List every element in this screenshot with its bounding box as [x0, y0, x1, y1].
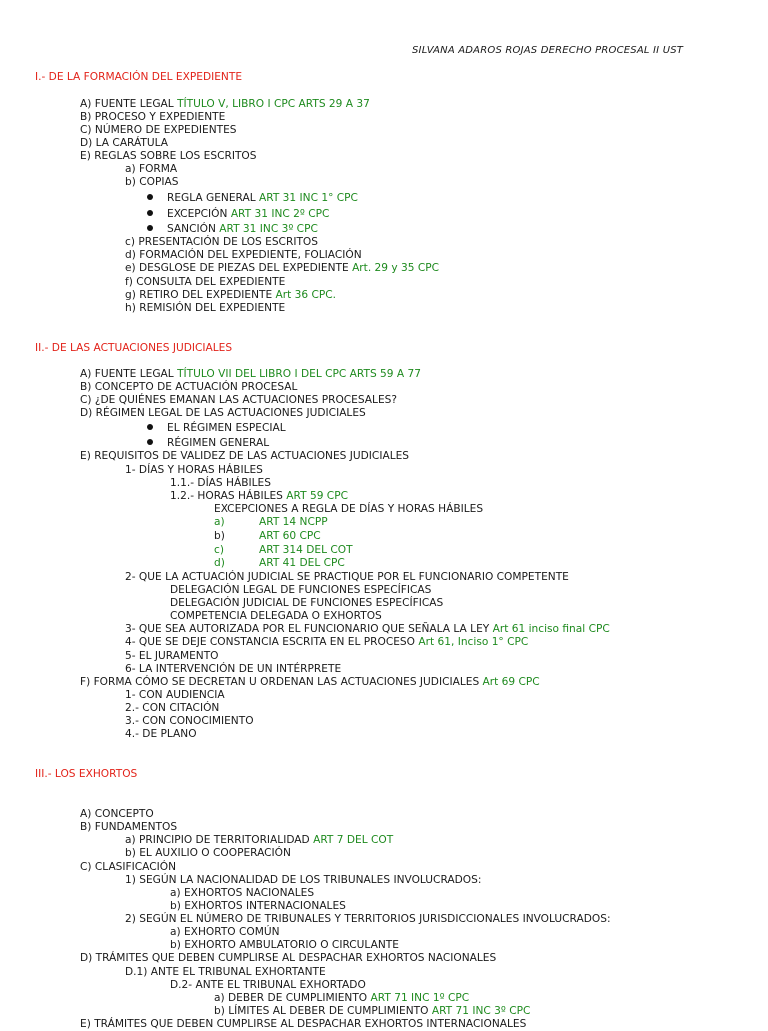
outline-item — [214, 503, 483, 516]
item-text: b) LÍMITES AL DEBER DE CUMPLIMIENTO — [214, 1005, 432, 1017]
item-text: COMPETENCIA DELEGADA O EXHORTOS — [170, 610, 382, 622]
legal-reference: Art 61, Inciso 1° CPC — [418, 636, 529, 648]
outline-item — [170, 900, 346, 913]
item-text: III.- LOS EXHORTOS — [35, 768, 138, 780]
item-text: EXCEPCIÓN — [167, 208, 231, 220]
item-label: b) — [214, 530, 225, 542]
outline-item — [170, 979, 366, 992]
legal-reference: Art 61 inciso final CPC — [492, 623, 610, 635]
outline-item — [80, 98, 370, 111]
outline-item — [147, 223, 318, 236]
outline-item — [125, 913, 611, 926]
outline-item — [170, 926, 280, 939]
outline-item — [147, 192, 358, 205]
outline-item — [125, 650, 219, 663]
outline-item — [125, 302, 285, 315]
item-text: 4.- DE PLANO — [125, 728, 197, 740]
legal-reference: Art 69 CPC — [482, 676, 540, 688]
item-text: a) EXHORTO COMÚN — [170, 926, 280, 938]
item-text: 1) SEGÚN LA NACIONALIDAD DE LOS TRIBUNALES INVOLUCRADOS: — [125, 874, 482, 886]
legal-reference: ART 71 INC 1º CPC — [370, 992, 470, 1004]
item-text: 1.2.- HORAS HÁBILES — [170, 490, 287, 502]
outline-item — [80, 676, 540, 689]
outline-item — [147, 208, 329, 221]
item-text: A) CONCEPTO — [80, 808, 154, 820]
item-text: E) TRÁMITES QUE DEBEN CUMPLIRSE AL DESPACHAR EXHORTOS INTERNACIONALES — [80, 1018, 527, 1030]
outline-item — [170, 584, 431, 597]
outline-item — [80, 952, 496, 965]
outline-item — [214, 516, 328, 529]
item-text: I.- DE LA FORMACIÓN DEL EXPEDIENTE — [35, 71, 243, 83]
item-text: 6- LA INTERVENCIÓN DE UN INTÉRPRETE — [125, 663, 342, 675]
item-text: EL RÉGIMEN ESPECIAL — [167, 422, 286, 434]
item-text: B) PROCESO Y EXPEDIENTE — [80, 111, 226, 123]
legal-reference: ART 314 DEL COT — [259, 544, 353, 556]
item-text: g) RETIRO DEL EXPEDIENTE — [125, 289, 276, 301]
document-header: SILVANA ADAROS ROJAS DERECHO PROCESAL II UST — [412, 45, 684, 56]
item-text: 3.- CON CONOCIMIENTO — [125, 715, 254, 727]
section-heading — [35, 71, 242, 84]
outline-item — [125, 715, 254, 728]
item-text: C) CLASIFICACIÓN — [80, 861, 176, 873]
outline-item — [125, 636, 528, 649]
outline-item — [80, 1018, 526, 1031]
legal-reference: Art 36 CPC. — [275, 289, 337, 301]
bullet-icon — [147, 210, 153, 216]
item-text: h) REMISIÓN DEL EXPEDIENTE — [125, 302, 286, 314]
outline-item — [125, 874, 481, 887]
outline-item — [80, 124, 237, 137]
bullet-icon — [147, 439, 153, 445]
item-text: B) CONCEPTO DE ACTUACIÓN PROCESAL — [80, 381, 298, 393]
outline-item — [214, 557, 345, 570]
item-text: a) DEBER DE CUMPLIMIENTO — [214, 992, 371, 1004]
item-text: F) FORMA CÓMO SE DECRETAN U ORDENAN LAS ACTUACIONES JUDICIALES — [80, 676, 483, 688]
item-text: 2- QUE LA ACTUACIÓN JUDICIAL SE PRACTIQUE POR EL FUNCIONARIO COMPETENTE — [125, 571, 569, 583]
item-text: EXCEPCIONES A REGLA DE DÍAS Y HORAS HÁBILES — [214, 503, 484, 515]
item-text: 1- CON AUDIENCIA — [125, 689, 225, 701]
legal-reference: TÍTULO VII DEL LIBRO I DEL CPC ARTS 59 A 77 — [177, 368, 421, 380]
item-text: D) LA CARÁTULA — [80, 137, 169, 149]
outline-item — [214, 530, 321, 543]
legal-reference: ART 60 CPC — [259, 530, 321, 542]
legal-reference: ART 31 INC 2º CPC — [230, 208, 330, 220]
outline-item — [125, 249, 362, 262]
legal-reference: ART 59 CPC — [286, 490, 348, 502]
item-text: E) REQUISITOS DE VALIDEZ DE LAS ACTUACIONES JUDICIALES — [80, 450, 410, 462]
outline-item — [214, 544, 353, 557]
outline-item — [125, 728, 197, 741]
item-text: b) EXHORTOS INTERNACIONALES — [170, 900, 346, 912]
outline-item — [80, 368, 421, 381]
item-text: D.1) ANTE EL TRIBUNAL EXHORTANTE — [125, 966, 326, 978]
item-text: 4- QUE SE DEJE CONSTANCIA ESCRITA EN EL PROCESO — [125, 636, 419, 648]
outline-item — [125, 289, 336, 302]
item-text: e) DESGLOSE DE PIEZAS DEL EXPEDIENTE — [125, 262, 353, 274]
outline-item — [125, 276, 285, 289]
outline-item — [80, 394, 397, 407]
item-text: DELEGACIÓN LEGAL DE FUNCIONES ESPECÍFICAS — [170, 584, 432, 596]
outline-item — [170, 887, 314, 900]
outline-item — [125, 623, 610, 636]
legal-reference: ART 71 INC 3º CPC — [431, 1005, 531, 1017]
item-text: b) EL AUXILIO O COOPERACIÓN — [125, 847, 291, 859]
outline-item — [214, 1005, 530, 1018]
outline-item — [214, 992, 469, 1005]
outline-item — [80, 150, 256, 163]
item-text: 3- QUE SEA AUTORIZADA POR EL FUNCIONARIO QUE SEÑALA LA LEY — [125, 623, 493, 635]
outline-item — [170, 597, 443, 610]
outline-item — [125, 834, 393, 847]
outline-item — [170, 490, 348, 503]
outline-item — [125, 571, 569, 584]
outline-item — [80, 111, 225, 124]
bullet-icon — [147, 194, 153, 200]
item-text: b) COPIAS — [125, 176, 179, 188]
item-label: d) — [214, 557, 225, 569]
outline-item — [147, 437, 269, 450]
outline-item — [80, 808, 154, 821]
legal-reference: ART 14 NCPP — [259, 516, 328, 528]
item-text: d) FORMACIÓN DEL EXPEDIENTE, FOLIACIÓN — [125, 249, 362, 261]
item-text: D) RÉGIMEN LEGAL DE LAS ACTUACIONES JUDICIALES — [80, 407, 366, 419]
item-text: REGLA GENERAL — [167, 192, 259, 204]
outline-item — [125, 966, 326, 979]
item-text: C) NÚMERO DE EXPEDIENTES — [80, 124, 237, 136]
item-text: DELEGACIÓN JUDICIAL DE FUNCIONES ESPECÍFICAS — [170, 597, 444, 609]
outline-item — [125, 163, 177, 176]
item-text: D.2- ANTE EL TRIBUNAL EXHORTADO — [170, 979, 366, 991]
item-label: c) — [214, 544, 224, 556]
item-text: c) PRESENTACIÓN DE LOS ESCRITOS — [125, 236, 318, 248]
legal-reference: ART 31 INC 3º CPC — [219, 223, 318, 235]
outline-item — [125, 236, 318, 249]
outline-item — [170, 939, 399, 952]
item-text: a) FORMA — [125, 163, 178, 175]
item-label: a) — [214, 516, 225, 528]
outline-item — [125, 689, 225, 702]
outline-item — [80, 861, 176, 874]
item-text: A) FUENTE LEGAL — [80, 368, 178, 380]
item-text: 1- DÍAS Y HORAS HÁBILES — [125, 464, 263, 476]
legal-reference: TÍTULO V, LIBRO I CPC ARTS 29 A 37 — [177, 98, 370, 110]
outline-item — [80, 137, 168, 150]
item-text: E) REGLAS SOBRE LOS ESCRITOS — [80, 150, 257, 162]
bullet-icon — [147, 424, 153, 430]
bullet-icon — [147, 225, 153, 231]
item-text: B) FUNDAMENTOS — [80, 821, 178, 833]
outline-item — [125, 262, 439, 275]
item-text: b) EXHORTO AMBULATORIO O CIRCULANTE — [170, 939, 399, 951]
item-text: A) FUENTE LEGAL — [80, 98, 178, 110]
legal-reference: ART 31 INC 1° CPC — [259, 192, 358, 204]
item-text: 2.- CON CITACIÓN — [125, 702, 220, 714]
item-text: II.- DE LAS ACTUACIONES JUDICIALES — [35, 342, 233, 354]
outline-item — [80, 821, 177, 834]
outline-item — [170, 477, 271, 490]
legal-reference: ART 7 DEL COT — [313, 834, 394, 846]
item-text: C) ¿DE QUIÉNES EMANAN LAS ACTUACIONES PROCESALES? — [80, 394, 397, 406]
outline-item — [125, 464, 263, 477]
outline-item — [80, 407, 366, 420]
item-text: a) EXHORTOS NACIONALES — [170, 887, 315, 899]
outline-item — [125, 663, 341, 676]
outline-item — [125, 176, 178, 189]
outline-item — [125, 702, 219, 715]
item-text: 5- EL JURAMENTO — [125, 650, 219, 662]
outline-item — [170, 610, 382, 623]
legal-reference: Art. 29 y 35 CPC — [352, 262, 440, 274]
item-text: 1.1.- DÍAS HÁBILES — [170, 477, 271, 489]
item-text: SANCIÓN — [167, 223, 220, 235]
section-heading — [35, 342, 232, 355]
outline-item — [80, 450, 409, 463]
outline-item — [147, 422, 286, 435]
item-text: f) CONSULTA DEL EXPEDIENTE — [125, 276, 286, 288]
item-text: D) TRÁMITES QUE DEBEN CUMPLIRSE AL DESPACHAR EXHORTOS NACIONALES — [80, 952, 497, 964]
item-text: a) PRINCIPIO DE TERRITORIALIDAD — [125, 834, 314, 846]
legal-reference: ART 41 DEL CPC — [259, 557, 345, 569]
outline-item — [80, 381, 297, 394]
section-heading — [35, 768, 137, 781]
item-text: 2) SEGÚN EL NÚMERO DE TRIBUNALES Y TERRITORIOS JURISDICCIONALES INVOLUCRADOS: — [125, 913, 611, 925]
item-text: RÉGIMEN GENERAL — [167, 437, 270, 449]
outline-item — [125, 847, 291, 860]
